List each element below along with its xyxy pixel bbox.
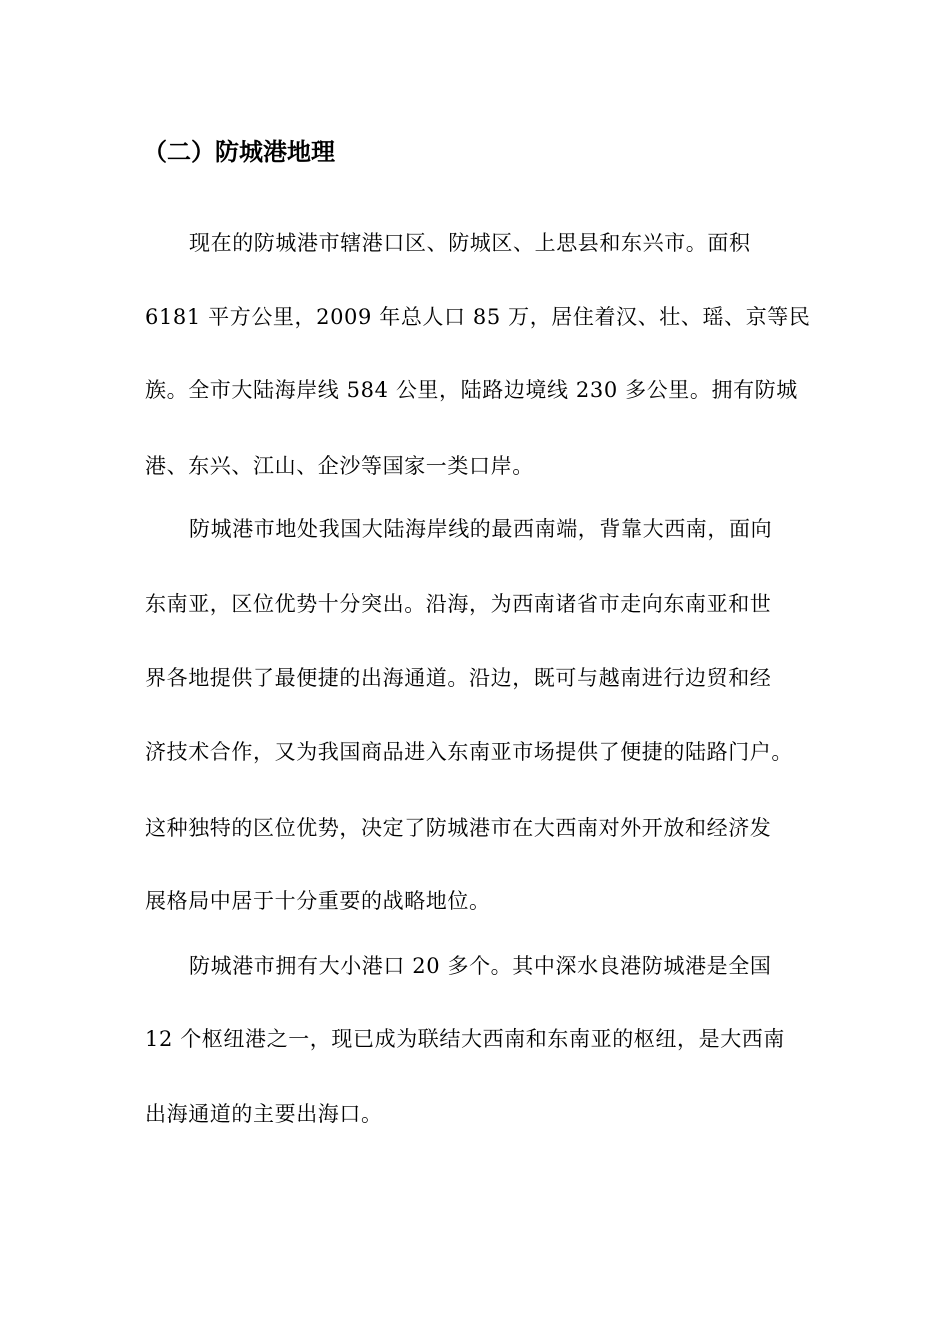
paragraph-2-line-2: 东南亚，区位优势十分突出。沿海，为西南诸省市走向东南亚和世 (145, 592, 772, 616)
paragraph-1-line-2: 6181 平方公里，2009 年总人口 85 万，居住着汉、壮、瑶、京等民 (145, 305, 811, 329)
paragraph-3-line-1: 防城港市拥有大小港口 20 多个。其中深水良港防城港是全国 (189, 954, 772, 978)
paragraph-3-line-3: 出海通道的主要出海口。 (145, 1102, 383, 1126)
paragraph-1-line-3: 族。全市大陆海岸线 584 公里，陆路边境线 230 多公里。拥有防城 (145, 378, 798, 402)
paragraph-1-line-1: 现在的防城港市辖港口区、防城区、上思县和东兴市。面积 (189, 231, 751, 255)
section-heading: （二）防城港地理 (143, 138, 335, 166)
paragraph-2-line-4: 济技术合作，又为我国商品进入东南亚市场提供了便捷的陆路门户。 (145, 740, 793, 764)
paragraph-2-line-1: 防城港市地处我国大陆海岸线的最西南端，背靠大西南，面向 (189, 517, 773, 541)
paragraph-2-line-6: 展格局中居于十分重要的战略地位。 (145, 889, 491, 913)
paragraph-1-line-4: 港、东兴、江山、企沙等国家一类口岸。 (145, 454, 534, 478)
paragraph-3-line-2: 12 个枢纽港之一，现已成为联结大西南和东南亚的枢纽，是大西南 (145, 1027, 785, 1051)
paragraph-2-line-5: 这种独特的区位优势，决定了防城港市在大西南对外开放和经济发 (145, 816, 772, 840)
paragraph-2-line-3: 界各地提供了最便捷的出海通道。沿边，既可与越南进行边贸和经 (145, 666, 772, 690)
